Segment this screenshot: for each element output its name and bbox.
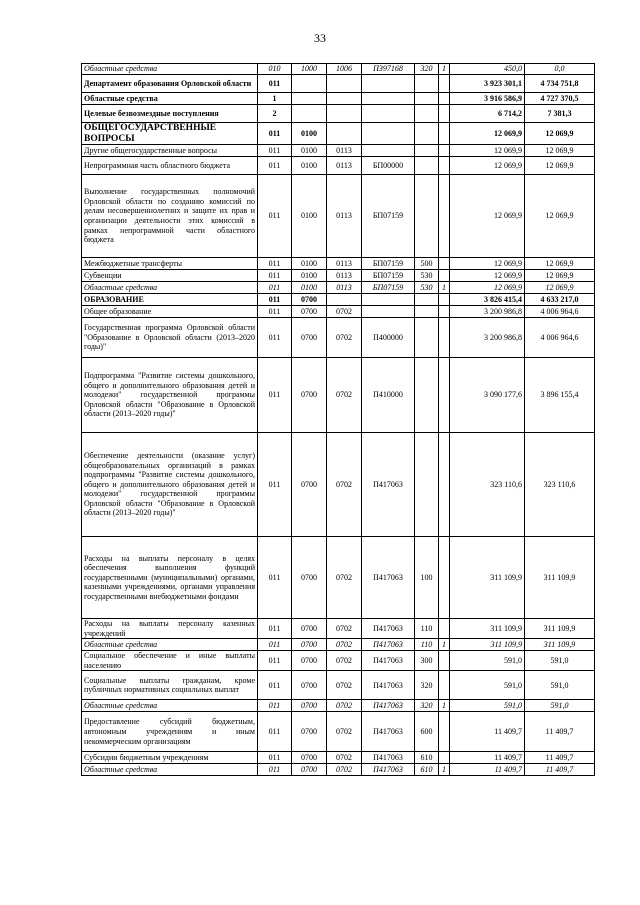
cell-target-article bbox=[362, 145, 415, 157]
cell-name: Подпрограмма "Развитие системы дошкольного, общего и дополнительного образования детей и молодежи" государственной программы Орловской области "Образование в Орловской области (2013–2020 годы)" bbox=[82, 358, 258, 433]
cell-razdel: 0700 bbox=[292, 639, 327, 651]
table-row bbox=[82, 306, 595, 318]
table-row bbox=[82, 157, 595, 175]
cell-podrazdel: 0113 bbox=[327, 270, 362, 282]
cell-target-article bbox=[362, 123, 415, 145]
cell-name: Расходы на выплаты персоналу в целях обеспечения выполнения функций государственными (муниципальными) органами, казенными учреждениями, органами управления государственными внебюджетными фондами bbox=[82, 537, 258, 619]
cell-razdel: 0100 bbox=[292, 175, 327, 258]
cell-target-article: П397168 bbox=[362, 64, 415, 75]
cell-source-code bbox=[439, 258, 450, 270]
cell-amount-2020: 4 727 370,5 bbox=[525, 93, 595, 105]
cell-target-article: БП07159 bbox=[362, 270, 415, 282]
cell-vedomstvo: 011 bbox=[258, 258, 292, 270]
cell-amount-2020: 4 633 217,0 bbox=[525, 294, 595, 306]
cell-amount-2019: 591,0 bbox=[450, 700, 525, 712]
cell-amount-2019: 3 916 586,9 bbox=[450, 93, 525, 105]
cell-expense-type: 500 bbox=[415, 258, 439, 270]
cell-target-article: П417063 bbox=[362, 671, 415, 700]
cell-expense-type bbox=[415, 318, 439, 358]
cell-podrazdel: 0113 bbox=[327, 258, 362, 270]
cell-vedomstvo: 011 bbox=[258, 123, 292, 145]
cell-source-code: 1 bbox=[439, 700, 450, 712]
cell-amount-2020: 591,0 bbox=[525, 651, 595, 671]
cell-source-code bbox=[439, 318, 450, 358]
cell-razdel: 0700 bbox=[292, 671, 327, 700]
cell-amount-2019: 3 200 986,8 bbox=[450, 306, 525, 318]
cell-name: Областные средства bbox=[82, 639, 258, 651]
cell-name: Государственная программа Орловской области "Образование в Орловской области (2013–2020 годы)" bbox=[82, 318, 258, 358]
cell-podrazdel: 0113 bbox=[327, 157, 362, 175]
cell-target-article bbox=[362, 75, 415, 93]
cell-vedomstvo: 011 bbox=[258, 537, 292, 619]
cell-expense-type: 610 bbox=[415, 752, 439, 764]
cell-razdel: 0100 bbox=[292, 145, 327, 157]
cell-amount-2020: 12 069,9 bbox=[525, 282, 595, 294]
cell-razdel: 0100 bbox=[292, 123, 327, 145]
table-row bbox=[82, 619, 595, 639]
cell-amount-2020: 3 896 155,4 bbox=[525, 358, 595, 433]
cell-razdel bbox=[292, 105, 327, 123]
cell-expense-type bbox=[415, 145, 439, 157]
table-row bbox=[82, 258, 595, 270]
cell-expense-type bbox=[415, 105, 439, 123]
cell-expense-type: 320 bbox=[415, 671, 439, 700]
table-row bbox=[82, 64, 595, 75]
cell-expense-type bbox=[415, 306, 439, 318]
cell-amount-2020: 4 006 964,6 bbox=[525, 306, 595, 318]
cell-vedomstvo: 011 bbox=[258, 639, 292, 651]
table-row bbox=[82, 752, 595, 764]
cell-name: Обеспечение деятельности (оказание услуг) общеобразовательных организаций в рамках подпрограммы "Развитие системы дошкольного, общего и дополнительного образования детей и молодежи" государственной программы Орловской области "Образование в Орловской области (2013–2020 годы)" bbox=[82, 433, 258, 537]
cell-podrazdel: 0702 bbox=[327, 306, 362, 318]
cell-expense-type bbox=[415, 75, 439, 93]
cell-vedomstvo: 011 bbox=[258, 306, 292, 318]
cell-vedomstvo: 2 bbox=[258, 105, 292, 123]
cell-amount-2020: 311 109,9 bbox=[525, 537, 595, 619]
cell-razdel: 0700 bbox=[292, 700, 327, 712]
cell-source-code bbox=[439, 175, 450, 258]
cell-vedomstvo: 011 bbox=[258, 282, 292, 294]
cell-target-article: П410000 bbox=[362, 358, 415, 433]
cell-razdel: 0700 bbox=[292, 306, 327, 318]
cell-amount-2020: 0,0 bbox=[525, 64, 595, 75]
table-row bbox=[82, 651, 595, 671]
cell-amount-2019: 323 110,6 bbox=[450, 433, 525, 537]
cell-name: ОБЩЕГОСУДАРСТВЕННЫЕ ВОПРОСЫ bbox=[82, 123, 258, 145]
cell-amount-2019: 3 923 301,1 bbox=[450, 75, 525, 93]
cell-target-article: БП00000 bbox=[362, 157, 415, 175]
cell-amount-2019: 12 069,9 bbox=[450, 175, 525, 258]
cell-podrazdel bbox=[327, 93, 362, 105]
cell-target-article: П417063 bbox=[362, 712, 415, 752]
cell-name: Другие общегосударственные вопросы bbox=[82, 145, 258, 157]
cell-source-code bbox=[439, 93, 450, 105]
table-row bbox=[82, 175, 595, 258]
cell-expense-type bbox=[415, 358, 439, 433]
cell-name: Областные средства bbox=[82, 764, 258, 776]
cell-razdel: 0700 bbox=[292, 358, 327, 433]
cell-source-code bbox=[439, 157, 450, 175]
cell-podrazdel: 0702 bbox=[327, 619, 362, 639]
cell-target-article: П400000 bbox=[362, 318, 415, 358]
cell-name: Выполнение государственных полномочий Орловской области по созданию комиссий по делам несовершеннолетних и защите их прав и организации деятельности этих комиссий в рамках непрограммной части областного бюджета bbox=[82, 175, 258, 258]
table-row bbox=[82, 318, 595, 358]
cell-name: Общее образование bbox=[82, 306, 258, 318]
cell-expense-type bbox=[415, 294, 439, 306]
table-row bbox=[82, 75, 595, 93]
cell-name: Субвенции bbox=[82, 270, 258, 282]
cell-expense-type: 530 bbox=[415, 270, 439, 282]
cell-podrazdel: 0702 bbox=[327, 752, 362, 764]
cell-source-code: 1 bbox=[439, 64, 450, 75]
cell-amount-2020: 591,0 bbox=[525, 671, 595, 700]
cell-vedomstvo: 011 bbox=[258, 752, 292, 764]
cell-amount-2020: 12 069,9 bbox=[525, 175, 595, 258]
cell-razdel: 0700 bbox=[292, 294, 327, 306]
cell-amount-2019: 6 714,2 bbox=[450, 105, 525, 123]
cell-source-code bbox=[439, 619, 450, 639]
cell-razdel bbox=[292, 75, 327, 93]
cell-podrazdel: 0702 bbox=[327, 358, 362, 433]
cell-expense-type bbox=[415, 123, 439, 145]
cell-amount-2020: 11 409,7 bbox=[525, 712, 595, 752]
cell-expense-type: 530 bbox=[415, 282, 439, 294]
cell-razdel: 0700 bbox=[292, 619, 327, 639]
cell-vedomstvo: 011 bbox=[258, 157, 292, 175]
cell-source-code bbox=[439, 433, 450, 537]
cell-amount-2020: 311 109,9 bbox=[525, 619, 595, 639]
cell-expense-type: 320 bbox=[415, 700, 439, 712]
cell-vedomstvo: 011 bbox=[258, 175, 292, 258]
cell-amount-2020: 7 381,3 bbox=[525, 105, 595, 123]
cell-amount-2019: 311 109,9 bbox=[450, 537, 525, 619]
cell-target-article: П417063 bbox=[362, 764, 415, 776]
cell-podrazdel bbox=[327, 123, 362, 145]
cell-vedomstvo: 1 bbox=[258, 93, 292, 105]
cell-target-article: БП07159 bbox=[362, 282, 415, 294]
cell-expense-type: 320 bbox=[415, 64, 439, 75]
cell-name: Областные средства bbox=[82, 282, 258, 294]
cell-amount-2019: 12 069,9 bbox=[450, 270, 525, 282]
cell-source-code: 1 bbox=[439, 764, 450, 776]
cell-amount-2019: 450,0 bbox=[450, 64, 525, 75]
cell-amount-2019: 311 109,9 bbox=[450, 619, 525, 639]
cell-amount-2019: 12 069,9 bbox=[450, 282, 525, 294]
cell-razdel: 0700 bbox=[292, 712, 327, 752]
cell-amount-2019: 12 069,9 bbox=[450, 157, 525, 175]
cell-amount-2020: 11 409,7 bbox=[525, 764, 595, 776]
cell-name: Социальное обеспечение и иные выплаты населению bbox=[82, 651, 258, 671]
cell-amount-2019: 11 409,7 bbox=[450, 752, 525, 764]
table-row bbox=[82, 700, 595, 712]
table-row bbox=[82, 93, 595, 105]
cell-vedomstvo: 011 bbox=[258, 619, 292, 639]
cell-target-article bbox=[362, 294, 415, 306]
cell-target-article: БП07159 bbox=[362, 258, 415, 270]
cell-amount-2019: 3 826 415,4 bbox=[450, 294, 525, 306]
cell-razdel: 0700 bbox=[292, 764, 327, 776]
cell-source-code bbox=[439, 75, 450, 93]
cell-amount-2019: 12 069,9 bbox=[450, 123, 525, 145]
cell-amount-2019: 3 090 177,6 bbox=[450, 358, 525, 433]
cell-podrazdel bbox=[327, 294, 362, 306]
cell-source-code bbox=[439, 306, 450, 318]
cell-name: Расходы на выплаты персоналу казенных учреждений bbox=[82, 619, 258, 639]
cell-podrazdel: 0702 bbox=[327, 651, 362, 671]
cell-source-code bbox=[439, 712, 450, 752]
cell-podrazdel bbox=[327, 105, 362, 123]
page-number: 33 bbox=[314, 31, 326, 45]
table-row bbox=[82, 270, 595, 282]
cell-podrazdel: 0702 bbox=[327, 764, 362, 776]
cell-amount-2019: 12 069,9 bbox=[450, 145, 525, 157]
cell-name: Областные средства bbox=[82, 93, 258, 105]
cell-expense-type: 110 bbox=[415, 619, 439, 639]
cell-amount-2020: 311 109,9 bbox=[525, 639, 595, 651]
table-row bbox=[82, 712, 595, 752]
table-row bbox=[82, 123, 595, 145]
cell-name: Межбюджетные трансферты bbox=[82, 258, 258, 270]
cell-vedomstvo: 010 bbox=[258, 64, 292, 75]
cell-amount-2020: 12 069,9 bbox=[525, 258, 595, 270]
cell-podrazdel bbox=[327, 75, 362, 93]
cell-target-article: П417063 bbox=[362, 537, 415, 619]
cell-podrazdel: 0113 bbox=[327, 282, 362, 294]
cell-amount-2020: 12 069,9 bbox=[525, 157, 595, 175]
cell-amount-2020: 11 409,7 bbox=[525, 752, 595, 764]
cell-podrazdel: 0113 bbox=[327, 145, 362, 157]
cell-target-article bbox=[362, 306, 415, 318]
cell-source-code bbox=[439, 752, 450, 764]
cell-razdel: 0100 bbox=[292, 157, 327, 175]
cell-amount-2019: 311 109,9 bbox=[450, 639, 525, 651]
cell-vedomstvo: 011 bbox=[258, 712, 292, 752]
table-row bbox=[82, 282, 595, 294]
cell-target-article: П417063 bbox=[362, 433, 415, 537]
cell-razdel: 1000 bbox=[292, 64, 327, 75]
cell-amount-2020: 12 069,9 bbox=[525, 123, 595, 145]
cell-podrazdel: 0702 bbox=[327, 318, 362, 358]
cell-vedomstvo: 011 bbox=[258, 270, 292, 282]
table-row bbox=[82, 358, 595, 433]
cell-expense-type: 110 bbox=[415, 639, 439, 651]
cell-target-article: П417063 bbox=[362, 619, 415, 639]
cell-amount-2019: 12 069,9 bbox=[450, 258, 525, 270]
cell-expense-type bbox=[415, 175, 439, 258]
cell-source-code bbox=[439, 145, 450, 157]
cell-vedomstvo: 011 bbox=[258, 764, 292, 776]
cell-expense-type: 600 bbox=[415, 712, 439, 752]
cell-source-code bbox=[439, 651, 450, 671]
cell-source-code bbox=[439, 123, 450, 145]
cell-name: ОБРАЗОВАНИЕ bbox=[82, 294, 258, 306]
cell-source-code bbox=[439, 671, 450, 700]
cell-podrazdel: 0113 bbox=[327, 175, 362, 258]
table-row bbox=[82, 764, 595, 776]
cell-source-code bbox=[439, 537, 450, 619]
cell-name: Департамент образования Орловской области bbox=[82, 75, 258, 93]
cell-podrazdel: 0702 bbox=[327, 671, 362, 700]
cell-source-code: 1 bbox=[439, 639, 450, 651]
cell-podrazdel: 0702 bbox=[327, 433, 362, 537]
cell-source-code bbox=[439, 358, 450, 433]
cell-razdel: 0100 bbox=[292, 282, 327, 294]
cell-razdel: 0700 bbox=[292, 318, 327, 358]
cell-amount-2020: 12 069,9 bbox=[525, 145, 595, 157]
cell-target-article: П417063 bbox=[362, 752, 415, 764]
cell-vedomstvo: 011 bbox=[258, 433, 292, 537]
cell-podrazdel: 0702 bbox=[327, 712, 362, 752]
table-row bbox=[82, 433, 595, 537]
cell-name: Непрограммная часть областного бюджета bbox=[82, 157, 258, 175]
cell-name: Субсидии бюджетным учреждениям bbox=[82, 752, 258, 764]
cell-target-article: БП07159 bbox=[362, 175, 415, 258]
cell-expense-type bbox=[415, 157, 439, 175]
table-row bbox=[82, 145, 595, 157]
cell-name: Целевые безвозмездные поступления bbox=[82, 105, 258, 123]
cell-expense-type: 610 bbox=[415, 764, 439, 776]
cell-amount-2020: 4 734 751,8 bbox=[525, 75, 595, 93]
cell-expense-type bbox=[415, 93, 439, 105]
table-row bbox=[82, 671, 595, 700]
table-row bbox=[82, 537, 595, 619]
cell-amount-2019: 591,0 bbox=[450, 671, 525, 700]
table-body bbox=[82, 64, 595, 776]
cell-expense-type: 300 bbox=[415, 651, 439, 671]
table-row bbox=[82, 639, 595, 651]
budget-table bbox=[81, 63, 595, 776]
cell-name: Областные средства bbox=[82, 700, 258, 712]
cell-razdel bbox=[292, 93, 327, 105]
cell-razdel: 0100 bbox=[292, 258, 327, 270]
cell-source-code bbox=[439, 270, 450, 282]
cell-podrazdel: 1006 bbox=[327, 64, 362, 75]
cell-razdel: 0100 bbox=[292, 270, 327, 282]
cell-amount-2020: 323 110,6 bbox=[525, 433, 595, 537]
cell-source-code bbox=[439, 294, 450, 306]
cell-amount-2020: 591,0 bbox=[525, 700, 595, 712]
cell-podrazdel: 0702 bbox=[327, 639, 362, 651]
cell-source-code bbox=[439, 105, 450, 123]
cell-vedomstvo: 011 bbox=[258, 651, 292, 671]
cell-target-article: П417063 bbox=[362, 651, 415, 671]
cell-vedomstvo: 011 bbox=[258, 75, 292, 93]
cell-vedomstvo: 011 bbox=[258, 294, 292, 306]
cell-vedomstvo: 011 bbox=[258, 318, 292, 358]
cell-podrazdel: 0702 bbox=[327, 537, 362, 619]
cell-amount-2019: 591,0 bbox=[450, 651, 525, 671]
cell-amount-2019: 11 409,7 bbox=[450, 764, 525, 776]
cell-amount-2019: 11 409,7 bbox=[450, 712, 525, 752]
cell-vedomstvo: 011 bbox=[258, 145, 292, 157]
cell-vedomstvo: 011 bbox=[258, 358, 292, 433]
table-row bbox=[82, 294, 595, 306]
cell-vedomstvo: 011 bbox=[258, 700, 292, 712]
cell-target-article bbox=[362, 105, 415, 123]
cell-amount-2019: 3 200 986,8 bbox=[450, 318, 525, 358]
cell-razdel: 0700 bbox=[292, 537, 327, 619]
cell-expense-type bbox=[415, 433, 439, 537]
cell-amount-2020: 4 006 964,6 bbox=[525, 318, 595, 358]
cell-vedomstvo: 011 bbox=[258, 671, 292, 700]
cell-target-article bbox=[362, 93, 415, 105]
cell-name: Предоставление субсидий бюджетным, автономным учреждениям и иным некоммерческим организациям bbox=[82, 712, 258, 752]
cell-amount-2020: 12 069,9 bbox=[525, 270, 595, 282]
cell-razdel: 0700 bbox=[292, 752, 327, 764]
cell-name: Социальные выплаты гражданам, кроме публичных нормативных социальных выплат bbox=[82, 671, 258, 700]
table-row bbox=[82, 105, 595, 123]
cell-razdel: 0700 bbox=[292, 651, 327, 671]
cell-razdel: 0700 bbox=[292, 433, 327, 537]
cell-expense-type: 100 bbox=[415, 537, 439, 619]
cell-podrazdel: 0702 bbox=[327, 700, 362, 712]
cell-name: Областные средства bbox=[82, 64, 258, 75]
cell-target-article: П417063 bbox=[362, 700, 415, 712]
cell-source-code: 1 bbox=[439, 282, 450, 294]
cell-target-article: П417063 bbox=[362, 639, 415, 651]
